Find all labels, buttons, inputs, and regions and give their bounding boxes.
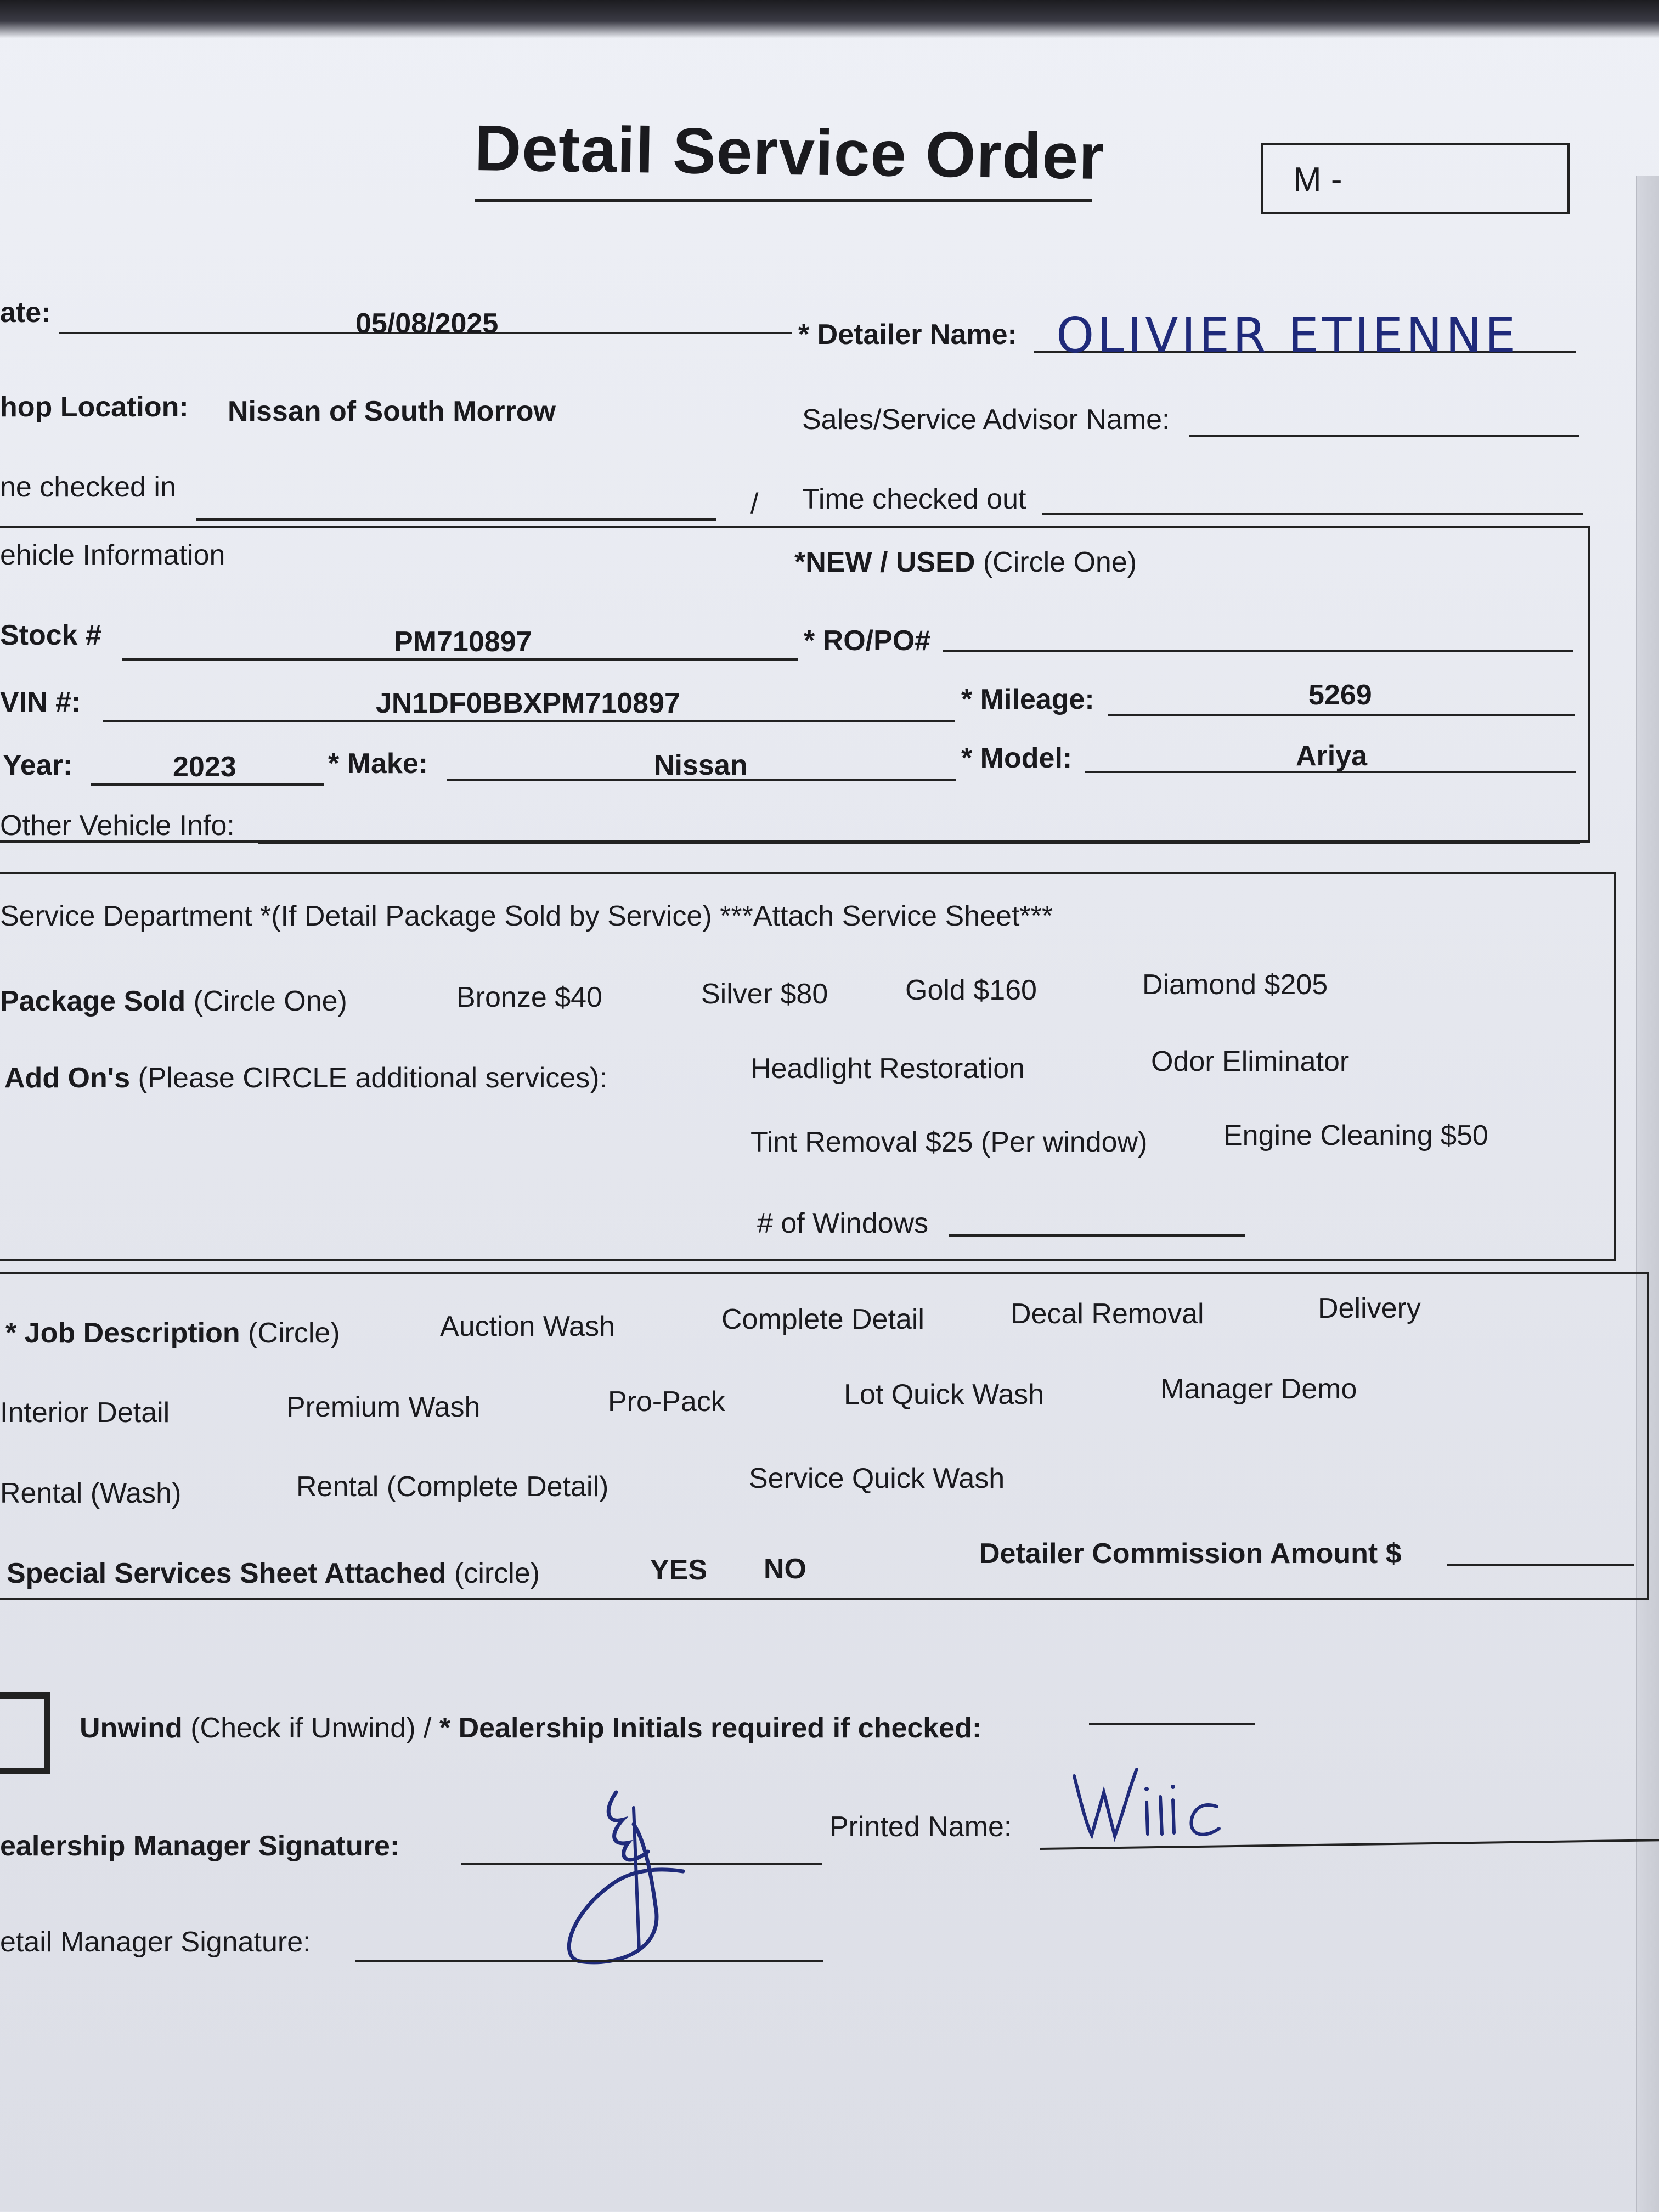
new-used-field[interactable] [794, 546, 1137, 579]
addon-engine-cleaning[interactable]: Engine Cleaning $50 [1223, 1120, 1488, 1152]
mileage-line [1108, 714, 1575, 716]
year-line [91, 783, 324, 786]
unwind-note: (Check if Unwind) / [190, 1712, 439, 1744]
date-label: ate: [0, 297, 51, 329]
package-sold-label: Package Sold [0, 985, 186, 1017]
add-ons-label: Add On's [4, 1062, 131, 1094]
year-label: Year: [3, 749, 73, 781]
dealership-initials-line[interactable] [1089, 1723, 1255, 1725]
paper-edge [1636, 176, 1659, 2212]
special-services-field [7, 1557, 540, 1590]
dealership-manager-signature-label: ealership Manager Signature: [0, 1830, 400, 1862]
add-ons-field [4, 1062, 607, 1094]
commission-line[interactable] [1447, 1564, 1634, 1566]
vehicle-info-label: ehicle Information [0, 539, 225, 571]
page-title: Detail Service Order [474, 111, 1105, 194]
ro-po-line [943, 650, 1573, 652]
detailer-name-label: * Detailer Name: [798, 319, 1017, 351]
job-complete-detail[interactable]: Complete Detail [721, 1304, 924, 1335]
job-premium-wash[interactable]: Premium Wash [286, 1391, 481, 1423]
job-description-field [5, 1317, 340, 1350]
make-value[interactable]: Nissan [654, 749, 748, 781]
job-description-label: * Job Description [5, 1317, 240, 1349]
checked-out-label: Time checked out [802, 483, 1026, 515]
windows-count-label: # of Windows [757, 1207, 929, 1239]
special-services-note: (circle) [454, 1558, 540, 1589]
printed-name-label: Printed Name: [830, 1811, 1012, 1843]
mileage-value[interactable]: 5269 [1308, 679, 1372, 711]
job-pro-pack[interactable]: Pro-Pack [608, 1386, 725, 1418]
unwind-checkbox[interactable] [0, 1692, 50, 1774]
package-gold[interactable]: Gold $160 [905, 974, 1037, 1006]
job-description-note: (Circle) [248, 1317, 340, 1349]
detailer-name-value[interactable]: OLIVIER ETIENNE [1056, 307, 1519, 364]
other-info-line [258, 842, 1580, 844]
manager-signature-scribble [551, 1786, 694, 1983]
job-auction-wash[interactable]: Auction Wash [440, 1311, 615, 1342]
add-ons-note: (Please CIRCLE additional services): [138, 1062, 607, 1094]
job-rental-wash[interactable]: Rental (Wash) [0, 1477, 182, 1509]
checked-out-line [1042, 513, 1583, 515]
order-number-prefix: M - [1293, 161, 1342, 199]
windows-count-line[interactable] [949, 1234, 1245, 1237]
vin-value[interactable]: JN1DF0BBXPM710897 [376, 687, 680, 719]
commission-label: Detailer Commission Amount $ [979, 1538, 1402, 1570]
year-value[interactable]: 2023 [173, 751, 236, 783]
unwind-field [80, 1712, 981, 1745]
job-lot-quick-wash[interactable]: Lot Quick Wash [844, 1379, 1045, 1410]
date-value[interactable]: 05/08/2025 [356, 308, 499, 340]
photo-top-shadow [0, 0, 1659, 38]
stock-line [122, 658, 798, 661]
package-bronze[interactable]: Bronze $40 [456, 981, 602, 1013]
shop-location-value: Nissan of South Morrow [228, 396, 556, 427]
model-value[interactable]: Ariya [1296, 740, 1368, 772]
special-services-label: Special Services Sheet Attached [7, 1558, 447, 1589]
job-service-quick-wash[interactable]: Service Quick Wash [749, 1463, 1005, 1494]
job-rental-complete-detail[interactable]: Rental (Complete Detail) [296, 1471, 609, 1503]
make-label: * Make: [328, 748, 428, 780]
special-services-yes[interactable]: YES [650, 1554, 708, 1586]
stock-label: Stock # [0, 619, 101, 651]
special-services-no[interactable]: NO [764, 1553, 806, 1585]
job-delivery[interactable]: Delivery [1318, 1293, 1421, 1324]
job-interior-detail[interactable]: Interior Detail [0, 1397, 170, 1429]
package-diamond[interactable]: Diamond $205 [1142, 969, 1328, 1001]
package-sold-note: (Circle One) [193, 985, 347, 1017]
addon-headlight-restoration[interactable]: Headlight Restoration [751, 1053, 1025, 1085]
job-manager-demo[interactable]: Manager Demo [1160, 1373, 1357, 1405]
addon-odor-eliminator[interactable]: Odor Eliminator [1151, 1046, 1350, 1077]
printed-name-signature [1070, 1764, 1234, 1846]
advisor-label: Sales/Service Advisor Name: [802, 404, 1170, 436]
detail-manager-signature-line[interactable] [356, 1960, 823, 1962]
checked-in-label: ne checked in [0, 471, 176, 503]
unwind-label: Unwind [80, 1712, 183, 1744]
model-label: * Model: [961, 742, 1073, 774]
new-used-label: *NEW / USED [794, 546, 975, 578]
vin-label: VIN #: [0, 686, 81, 718]
dealership-initials-label: * Dealership Initials required if checked: [439, 1712, 982, 1744]
checked-in-line [196, 518, 716, 521]
stock-value[interactable]: PM710897 [394, 626, 532, 658]
addon-tint-removal[interactable]: Tint Removal $25 (Per window) [751, 1126, 1148, 1158]
order-number-box[interactable] [1261, 143, 1570, 214]
shop-location-label: hop Location: [0, 391, 189, 423]
package-sold-field [0, 985, 347, 1018]
other-info-label: Other Vehicle Info: [0, 810, 235, 842]
ro-po-label: * RO/PO# [804, 625, 931, 657]
service-dept-label: Service Department *(If Detail Package Sold by Service) ***Attach Service Sheet*** [0, 900, 1053, 932]
advisor-line [1189, 435, 1579, 437]
vin-line [103, 720, 955, 722]
detail-manager-signature-label: etail Manager Signature: [0, 1926, 311, 1958]
time-separator: / [751, 488, 759, 520]
title-underline [475, 199, 1092, 202]
new-used-note: (Circle One) [983, 546, 1137, 578]
job-decal-removal[interactable]: Decal Removal [1011, 1298, 1204, 1330]
package-silver[interactable]: Silver $80 [701, 978, 828, 1010]
mileage-label: * Mileage: [961, 684, 1094, 715]
